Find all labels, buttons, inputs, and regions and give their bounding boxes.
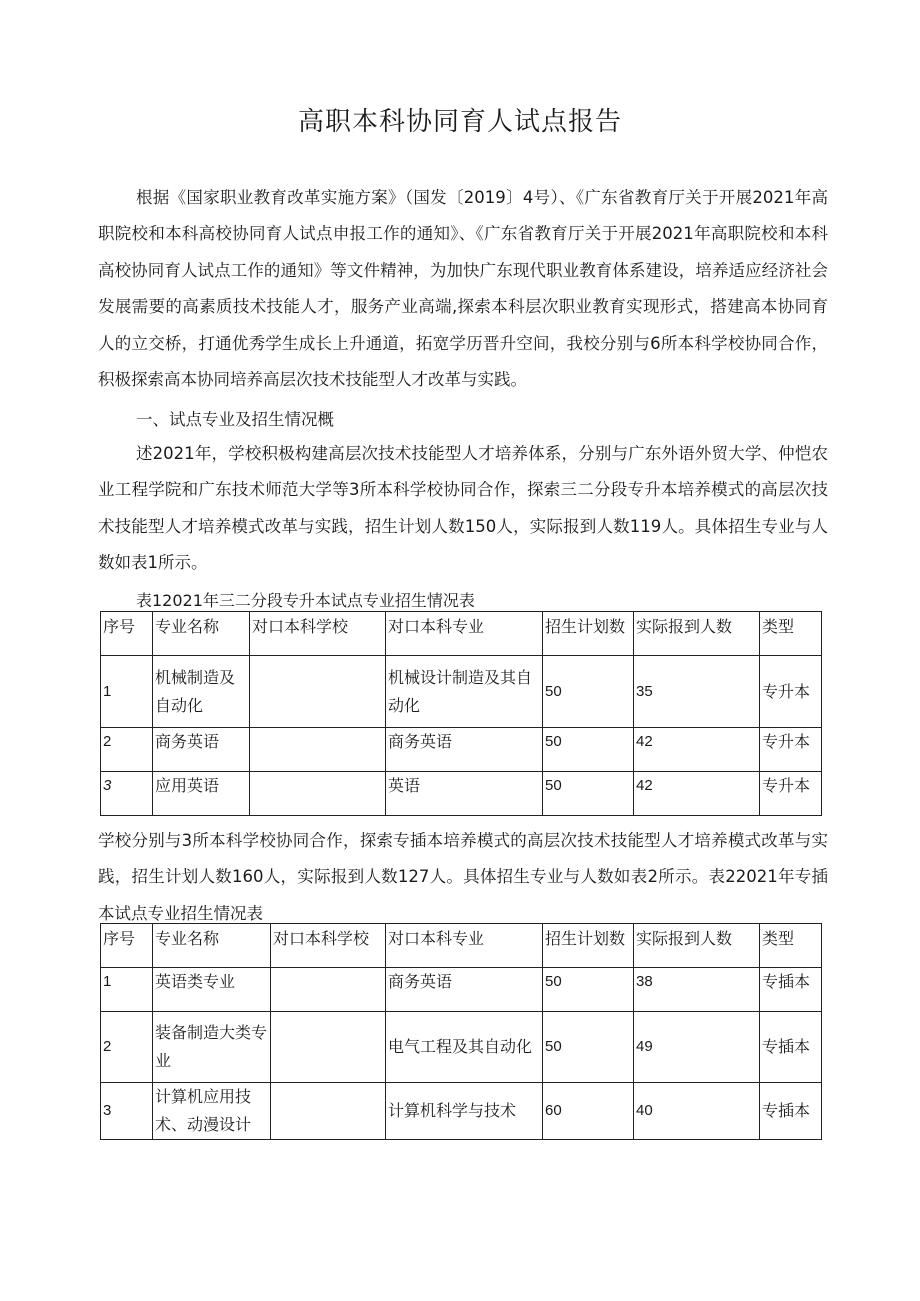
table1-cell: 35	[634, 656, 760, 728]
table1-cell: 英语	[386, 772, 543, 816]
table2-header-cell: 专业名称	[153, 924, 271, 968]
table2-cell: 60	[543, 1083, 634, 1140]
table1-cell: 42	[634, 772, 760, 816]
table2-cell	[271, 1012, 386, 1083]
table1-cell: 3	[101, 772, 153, 816]
table1-header-cell: 对口本科学校	[250, 612, 386, 656]
table2-cell: 计算机应用技术、动漫设计	[153, 1083, 271, 1140]
table1-cell: 42	[634, 728, 760, 772]
table2-cell: 英语类专业	[153, 968, 271, 1012]
table1-cell: 商务英语	[153, 728, 250, 772]
table1-cell	[250, 728, 386, 772]
table2-cell: 38	[634, 968, 760, 1012]
table1-header-cell: 专业名称	[153, 612, 250, 656]
table2-cell: 50	[543, 1012, 634, 1083]
table1-header-cell: 招生计划数	[543, 612, 634, 656]
section1-paragraph: 述2021年，学校积极构建高层次技术技能型人才培养体系，分别与广东外语外贸大学、仲恺农业工程学院和广东技术师范大学等3所本科学校协同合作，探索三二分段专升本培养模式的高层次技术技能型人才培养模式改革与实践，招生计划人数150人，实际报到人数119人。具体招生专业与人数如表1所示。	[98, 444, 828, 573]
table1-cell: 2	[101, 728, 153, 772]
table1-cell: 机械制造及自动化	[153, 656, 250, 728]
table-row	[101, 728, 822, 772]
table1-cell	[250, 656, 386, 728]
table1-header-cell: 对口本科专业	[386, 612, 543, 656]
table1-cell: 1	[101, 656, 153, 728]
table1-cell: 商务英语	[386, 728, 543, 772]
table1-header-cell: 实际报到人数	[634, 612, 760, 656]
table2-header-cell: 序号	[101, 924, 153, 968]
section1-heading: 一、试点专业及招生情况概	[136, 410, 334, 429]
document-title: 高职本科协同育人试点报告	[297, 107, 622, 137]
table1-cell: 50	[543, 656, 634, 728]
table2-header-cell: 实际报到人数	[634, 924, 760, 968]
table2-header-cell: 类型	[760, 924, 822, 968]
table1-header-row	[101, 612, 822, 656]
table2-cell: 装备制造大类专业	[153, 1012, 271, 1083]
table2-cell: 电气工程及其自动化	[386, 1012, 543, 1083]
table2-header-cell: 对口本科学校	[271, 924, 386, 968]
table-row	[101, 968, 822, 1012]
table2-cell	[271, 1083, 386, 1140]
table2-cell: 专插本	[760, 968, 822, 1012]
table2-header-cell: 招生计划数	[543, 924, 634, 968]
table1-cell: 专升本	[760, 772, 822, 816]
table2-cell: 2	[101, 1012, 153, 1083]
table1-cell	[250, 772, 386, 816]
table1-cell: 机械设计制造及其自动化	[386, 656, 543, 728]
table2-cell: 专插本	[760, 1083, 822, 1140]
table2-cell: 49	[634, 1012, 760, 1083]
table2-cell: 专插本	[760, 1012, 822, 1083]
table1	[100, 611, 822, 816]
table2	[100, 923, 822, 1140]
table1-cell: 50	[543, 772, 634, 816]
table2-cell: 商务英语	[386, 968, 543, 1012]
table2-cell: 1	[101, 968, 153, 1012]
intro-paragraph: 根据《国家职业教育改革实施方案》（国发〔2019〕4号）、《广东省教育厅关于开展2021年高职院校和本科高校协同育人试点申报工作的通知》、《广东省教育厅关于开展2021年高职院校和本科高校协同育人试点工作的通知》等文件精神，为加快广东现代职业教育体系建设，培养适应经济社会发展需要的高素质技术技能人才，服务产业高端,探索本科层次职业教育实现形式，搭建高本协同育人的立交桥，打通优秀学生成长上升通道，拓宽学历晋升空间，我校分别与6所本科学校协同合作，积极探索高本协同培养高层次技术技能型人才改革与实践。	[98, 188, 828, 390]
table1-cell: 应用英语	[153, 772, 250, 816]
table2-cell: 40	[634, 1083, 760, 1140]
table-row	[101, 1083, 822, 1140]
table1-header-cell: 类型	[760, 612, 822, 656]
table-row	[101, 656, 822, 728]
table2-header-row	[101, 924, 822, 968]
table-row	[101, 772, 822, 816]
table2-header-cell: 对口本科专业	[386, 924, 543, 968]
table-row	[101, 1012, 822, 1083]
table1-cell: 专升本	[760, 656, 822, 728]
table1-cell: 50	[543, 728, 634, 772]
table2-cell: 3	[101, 1083, 153, 1140]
table2-cell: 计算机科学与技术	[386, 1083, 543, 1140]
table1-cell: 专升本	[760, 728, 822, 772]
table2-cell: 50	[543, 968, 634, 1012]
section2-paragraph: 学校分别与3所本科学校协同合作，探索专插本培养模式的高层次技术技能型人才培养模式改革与实践，招生计划人数160人，实际报到人数127人。具体招生专业与人数如表2所示。表22021年专插本试点专业招生情况表	[98, 831, 828, 923]
table1-caption: 表12021年三二分段专升本试点专业招生情况表	[136, 591, 475, 610]
table1-header-cell: 序号	[101, 612, 153, 656]
table2-cell	[271, 968, 386, 1012]
